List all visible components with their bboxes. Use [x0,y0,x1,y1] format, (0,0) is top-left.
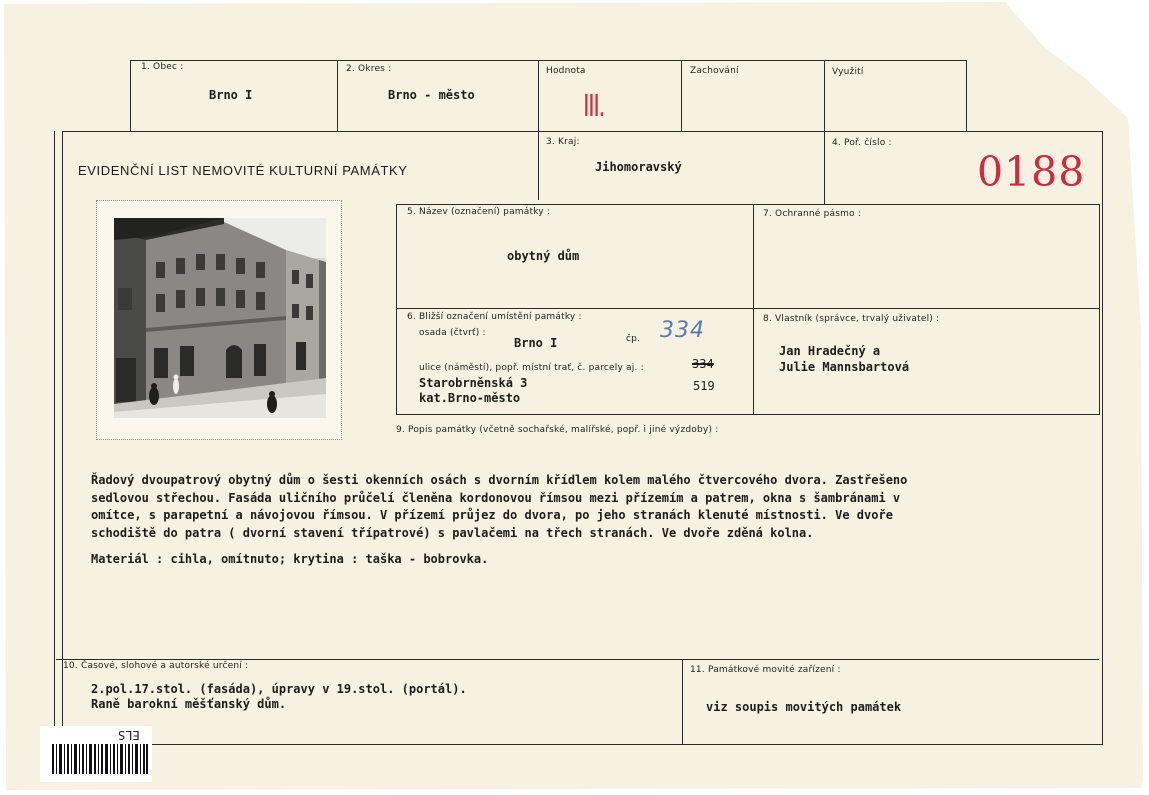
divider [682,659,683,745]
description-line: schodiště do patra ( dvorní stavení třípatrové) s pavlačemi na třech stranách. Ve dvoře zděná kolna. [91,525,814,540]
zarizeni-label: 11. Památkové movité zařízení : [690,665,841,675]
vyuziti-label: Využití [832,67,864,77]
nazev-value: obytný dům [507,249,580,263]
zachovani-label: Zachování [690,66,739,76]
value-mark: III. [583,89,605,124]
osada-value: Brno I [514,336,558,350]
description-line: sedlovou střechou. Fasáda uličního průčelí členěna kordonovou římsou mezi přízemím a patrem, okna s šambránami v [91,490,901,505]
divider [753,204,754,415]
vlastnik-line2: Julie Mannsbartová [779,360,910,374]
description-line: omítce, s parapetní a návojovou římsou. V přízemí průjez do dvora, po jeho stranách klenuté místnosti. Ve dvoře [91,508,893,522]
datovani-line1: 2.pol.17.stol. (fasáda), úpravy v 19.stol. (portál). [91,682,467,696]
nazev-label: 5. Název (označení) památky : [407,207,551,217]
divider [681,60,682,131]
barcode-icon [52,744,148,774]
description-block [91,472,1016,569]
obec-label: 1. Obec : [141,62,184,72]
cp-label: čp. [626,334,641,344]
bottom-row-divider [56,659,1099,660]
vlastnik-label: 8. Vlastník (správce, trvalý uživatel) : [763,314,940,324]
datovani-line2: Raně barokní měšťanský dům. [91,697,287,711]
ulice-label: ulice (náměstí), popř. místní trať, č. parcely aj. : [419,363,644,373]
datovani-label: 10. Časové, slohové a autorské určení : [63,661,249,671]
popis-label: 9. Popis památky (včetně sochařské, malířské, popř. i jiné výzdoby) : [396,425,719,435]
form-title: EVIDENČNÍ LIST NEMOVITÉ KULTURNÍ PAMÁTKY [78,163,408,178]
inventory-stamp: ELS [118,728,140,742]
umisteni-label: 6. Bližší označení umístění památky : [407,312,582,322]
osada-label: osada (čtvrť) : [419,328,486,338]
kraj-label: 3. Kraj: [546,137,580,147]
material-line: Materiál : cihla, omítnuto; krytina : taška - bobrovka. [91,552,489,566]
cp-value: 334 [660,318,705,343]
hodnota-label: Hodnota [546,66,586,76]
kraj-value: Jihomoravský [595,160,682,174]
okres-label: 2. Okres : [346,64,392,74]
divider [396,308,1100,309]
left-edge-line [54,131,55,745]
obec-value: Brno I [209,88,253,102]
parcel-crossed: 334 [692,357,714,371]
ochranne-pasmo-label: 7. Ochranné pásmo : [763,209,862,219]
por-cislo-label: 4. Poř. číslo : [832,138,892,148]
building-photo [114,218,326,418]
vlastnik-line1: Jan Hradečný a [779,344,881,358]
description-line: Řadový dvoupatrový obytný dům o šesti okenních osách s dvorním křídlem kolem malého čtvercového dvora. Zastřešeno [91,473,908,487]
okres-value: Brno - město [388,88,475,102]
registry-number: 0188 [977,148,1086,196]
street-value: Starobrněnská 3 [419,376,528,390]
parcel-new: 519 [693,379,715,393]
katastr-value: kat.Brno-město [419,391,521,405]
zarizeni-value: viz soupis movitých památek [706,700,902,714]
divider [337,60,338,131]
